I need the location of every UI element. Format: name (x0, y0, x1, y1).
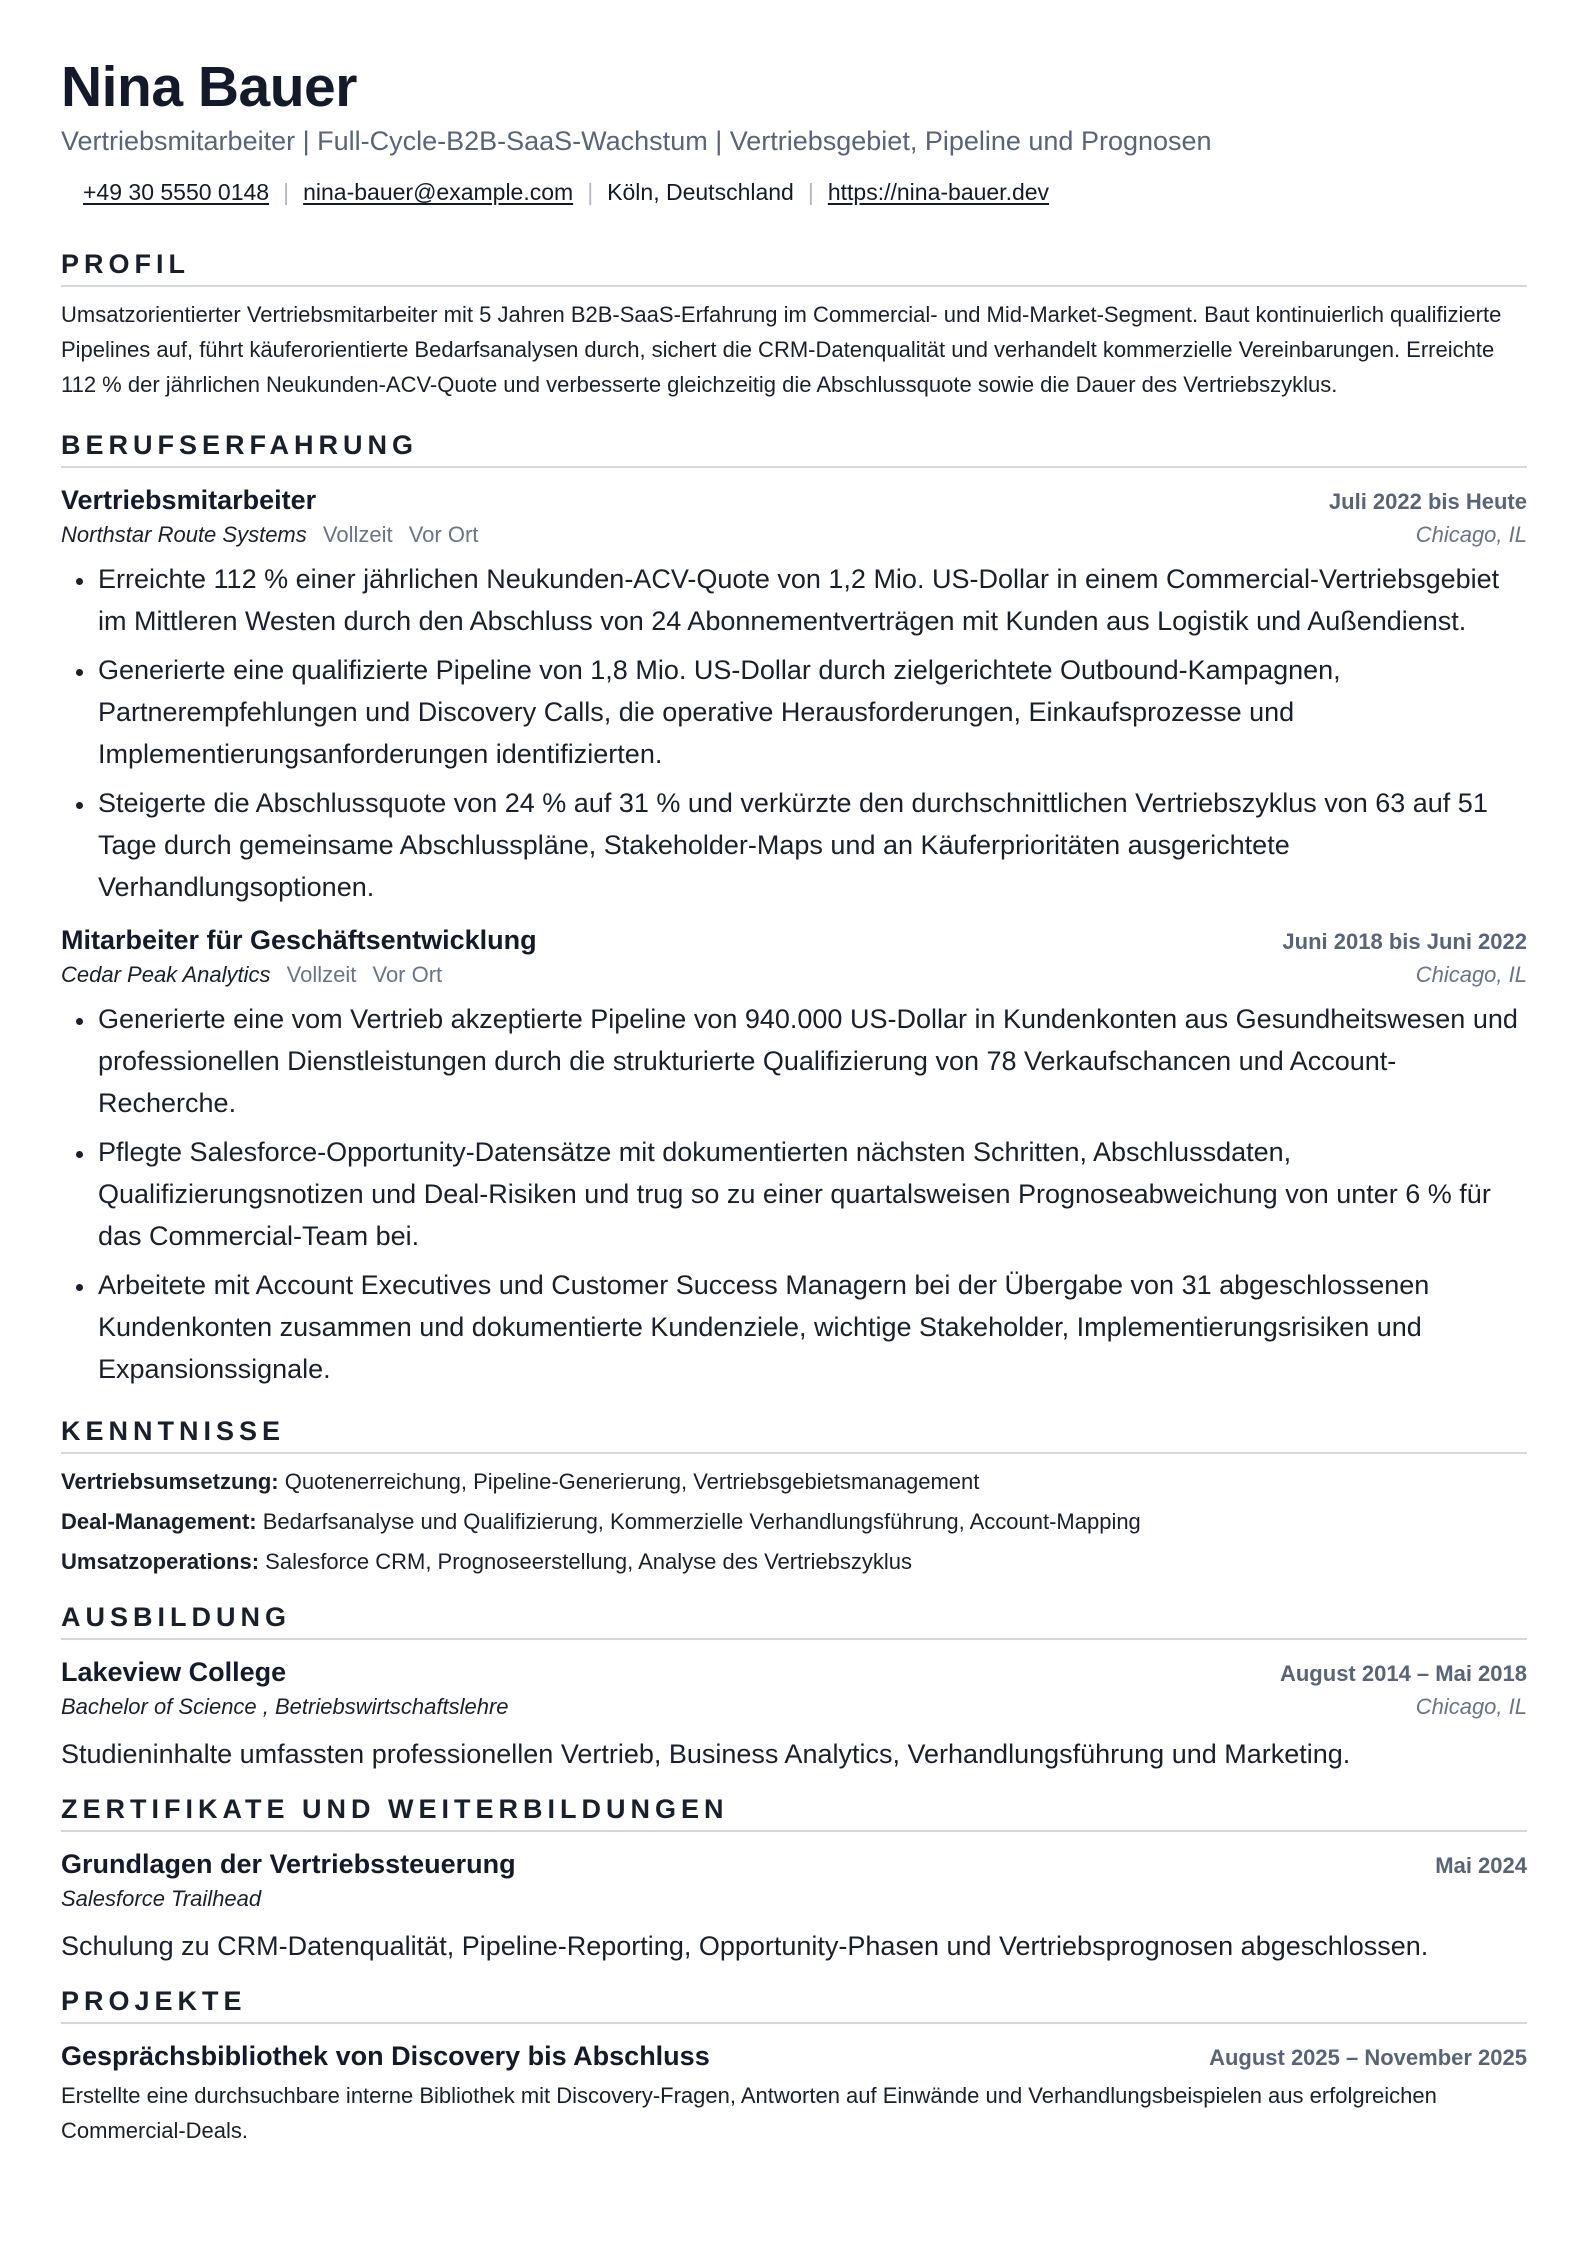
job-bullet: • Pflegte Salesforce-Opportunity-Datensätze mit dokumentierten nächsten Schritten, Abschlussdaten, Qualifizierungsnotizen und Deal-Risiken und trug so zu einer quartalsweisen Prognoseabweichung von unter 6 % für das Commercial-Team bei. (96, 1131, 1527, 1257)
job-bullets (61, 998, 1527, 1390)
section-title-skills: KENNTNISSE (61, 1414, 1527, 1454)
skill-label: Umsatzoperations: (61, 1549, 260, 1574)
section-title-experience: BERUFSERFAHRUNG (61, 428, 1527, 468)
skill-value: Salesforce CRM, Prognoseerstellung, Analyse des Vertriebszyklus (265, 1549, 913, 1574)
school-name: Lakeview College (61, 1657, 287, 1687)
contact-separator: | (587, 179, 594, 205)
skill-label: Vertriebsumsetzung: (61, 1469, 279, 1494)
contact-separator: | (807, 179, 814, 205)
candidate-name: Nina Bauer (61, 55, 357, 119)
skill-row (61, 1462, 1527, 1502)
section-title-projects: PROJEKTE (61, 1984, 1527, 2024)
job-mode: Vor Ort (408, 522, 479, 547)
contact-line (61, 177, 1527, 207)
job-location: Chicago, IL (1415, 962, 1527, 987)
job-role: Mitarbeiter für Geschäftsentwicklung (61, 925, 537, 955)
candidate-headline: Vertriebsmitarbeiter | Full-Cycle-B2B-SaaS-Wachstum | Vertriebsgebiet, Pipeline und Prognosen (61, 126, 1212, 156)
job-bullet: • Generierte eine qualifizierte Pipeline von 1,8 Mio. US-Dollar durch zielgerichtete Outbound-Kampagnen, Partnerempfehlungen und Discovery Calls, die operative Herausforderungen, Einkaufsprozesse und Implementierungsanforderungen identifizierten. (96, 649, 1527, 775)
project-entry (61, 2038, 1527, 2148)
education-entry (61, 1654, 1527, 1774)
job-dates: Juli 2022 bis Heute (1328, 489, 1527, 514)
skill-value: Quotenerreichung, Pipeline-Generierung, Vertriebsgebietsmanagement (284, 1469, 980, 1494)
section-title-profile: PROFIL (61, 247, 1527, 287)
project-name: Gesprächsbibliothek von Discovery bis Abschluss (61, 2041, 710, 2071)
certification-name: Grundlagen der Vertriebssteuerung (61, 1849, 516, 1879)
education-dates: August 2014 – Mai 2018 (1279, 1661, 1527, 1686)
skill-row (61, 1542, 1527, 1582)
job-role: Vertriebsmitarbeiter (61, 485, 317, 515)
job-company: Northstar Route Systems (61, 522, 307, 547)
certification-issuer: Salesforce Trailhead (61, 1886, 262, 1911)
profile-summary: Umsatzorientierter Vertriebsmitarbeiter mit 5 Jahren B2B-SaaS-Erfahrung im Commercial- und Mid-Market-Segment. Baut kontinuierlich qualifizierte Pipelines auf, führt käuferorientierte Bedarfsanalysen durch, sichert die CRM-Datenqualität und verhandelt kommerzielle Vereinbarungen. Erreichte 112 % der jährlichen Neukunden-ACV-Quote und verbesserte gleichzeitig die Abschlussquote sowie die Dauer des Vertriebszyklus. (61, 302, 1502, 397)
certification-date: Mai 2024 (1435, 1853, 1527, 1878)
skill-value: Bedarfsanalyse und Qualifizierung, Kommerzielle Verhandlungsführung, Account-Mapping (262, 1509, 1141, 1534)
job-bullet: • Arbeitete mit Account Executives und Customer Success Managern bei der Übergabe von 31 abgeschlossenen Kundenkonten zusammen und dokumentierte Kundenziele, wichtige Stakeholder, Implementierungsrisiken und Expansionssignale. (96, 1264, 1527, 1390)
website-link[interactable]: https://nina-bauer.dev (827, 179, 1050, 205)
skills-list (61, 1462, 1527, 1582)
job-bullets (61, 558, 1527, 908)
skill-label: Deal-Management: (61, 1509, 257, 1534)
job-entry (61, 482, 1527, 908)
certification-entry (61, 1846, 1527, 1966)
phone-link[interactable]: +49 30 5550 0148 (83, 179, 270, 205)
job-location: Chicago, IL (1415, 522, 1527, 547)
email-link[interactable]: nina-bauer@example.com (303, 179, 574, 205)
job-type: Vollzeit (286, 962, 357, 987)
job-type: Vollzeit (322, 522, 393, 547)
project-description: Erstellte eine durchsuchbare interne Bibliothek mit Discovery-Fragen, Antworten auf Einwände und Verhandlungsbeispielen aus erfolgreichen Commercial-Deals. (61, 2083, 1437, 2143)
contact-separator: | (283, 179, 290, 205)
job-bullet: • Erreichte 112 % einer jährlichen Neukunden-ACV-Quote von 1,2 Mio. US-Dollar in einem Commercial-Vertriebsgebiet im Mittleren Westen durch den Abschluss von 24 Abonnementverträgen mit Kunden aus Logistik und Außendienst. (96, 558, 1527, 642)
job-mode: Vor Ort (372, 962, 443, 987)
location-text: Köln, Deutschland (607, 179, 794, 205)
job-company: Cedar Peak Analytics (61, 962, 271, 987)
section-title-certifications: ZERTIFIKATE UND WEITERBILDUNGEN (61, 1792, 1527, 1832)
education-description: Studieninhalte umfassten professionellen Vertrieb, Business Analytics, Verhandlungsführung und Marketing. (61, 1739, 1351, 1769)
job-bullet: • Generierte eine vom Vertrieb akzeptierte Pipeline von 940.000 US-Dollar in Kundenkonten aus Gesundheitswesen und professionellen Dienstleistungen durch die strukturierte Qualifizierung von 78 Verkaufschancen und Account-Recherche. (96, 998, 1527, 1124)
section-title-education: AUSBILDUNG (61, 1600, 1527, 1640)
skill-row (61, 1502, 1527, 1542)
job-entry (61, 922, 1527, 1390)
degree-text: Bachelor of Science , Betriebswirtschaftslehre (61, 1694, 509, 1719)
job-dates: Juni 2018 bis Juni 2022 (1282, 929, 1527, 954)
certification-description: Schulung zu CRM-Datenqualität, Pipeline-Reporting, Opportunity-Phasen und Vertriebsprognosen abgeschlossen. (61, 1931, 1429, 1961)
job-bullet: • Steigerte die Abschlussquote von 24 % auf 31 % und verkürzte den durchschnittlichen Vertriebszyklus von 63 auf 51 Tage durch gemeinsame Abschlusspläne, Stakeholder-Maps und an Käuferprioritäten ausgerichtete Verhandlungsoptionen. (96, 782, 1527, 908)
project-dates: August 2025 – November 2025 (1209, 2045, 1527, 2070)
resume-header (61, 55, 1527, 207)
education-location: Chicago, IL (1415, 1694, 1527, 1719)
